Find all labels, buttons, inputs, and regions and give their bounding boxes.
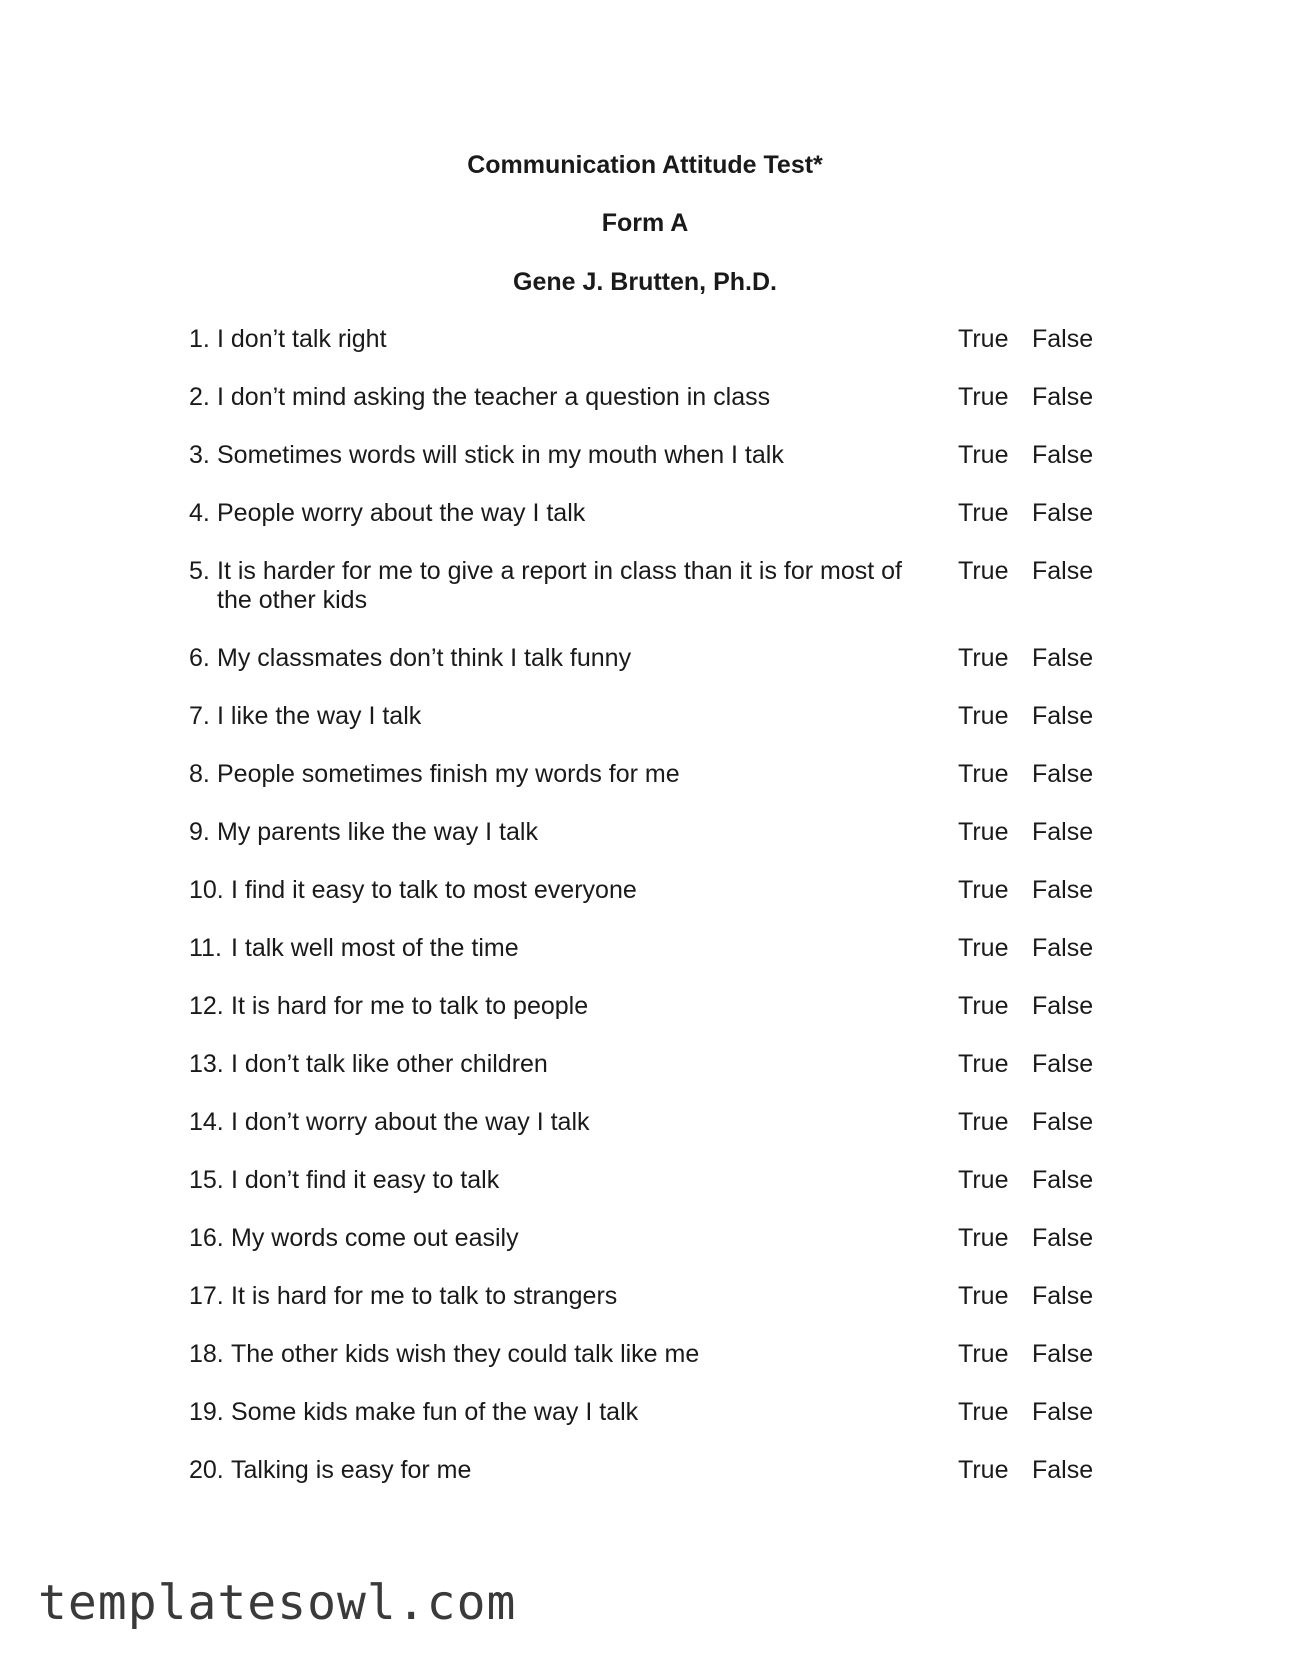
false-option[interactable]: False <box>1032 1282 1094 1310</box>
false-option[interactable]: False <box>1032 499 1094 527</box>
question-text: I don’t worry about the way I talk <box>231 1108 590 1136</box>
question-number: 2. <box>189 383 210 411</box>
question-text: It is harder for me to give a report in class than it is for most of the other kids <box>217 557 902 614</box>
false-option[interactable]: False <box>1032 760 1094 788</box>
question-text: My classmates don’t think I talk funny <box>217 644 632 672</box>
question-number: 17. <box>189 1282 224 1310</box>
question-text: My words come out easily <box>231 1224 519 1252</box>
true-option[interactable]: True <box>958 1166 1009 1194</box>
true-option[interactable]: True <box>958 1282 1009 1310</box>
false-option[interactable]: False <box>1032 818 1094 846</box>
false-option[interactable]: False <box>1032 383 1094 411</box>
question-number: 13. <box>189 1050 224 1078</box>
false-option[interactable]: False <box>1032 1166 1094 1194</box>
question-number: 7. <box>189 702 210 730</box>
false-option[interactable]: False <box>1032 934 1094 962</box>
form-label: Form A <box>601 209 689 237</box>
question-number: 14. <box>189 1108 224 1136</box>
true-option[interactable]: True <box>958 934 1009 962</box>
question-number: 5. <box>189 557 210 585</box>
question-text: Talking is easy for me <box>231 1456 472 1484</box>
true-option[interactable]: True <box>958 1050 1009 1078</box>
question-text: People sometimes finish my words for me <box>217 760 680 788</box>
false-option[interactable]: False <box>1032 1340 1094 1368</box>
question-text: Sometimes words will stick in my mouth when I talk <box>217 441 784 469</box>
false-option[interactable]: False <box>1032 325 1094 353</box>
false-option[interactable]: False <box>1032 702 1094 730</box>
question-number: 15. <box>189 1166 224 1194</box>
true-option[interactable]: True <box>958 992 1009 1020</box>
true-option[interactable]: True <box>958 383 1009 411</box>
true-option[interactable]: True <box>958 1224 1009 1252</box>
question-number: 12. <box>189 992 224 1020</box>
question-number: 9. <box>189 818 210 846</box>
question-number: 6. <box>189 644 210 672</box>
question-number: 11. <box>189 934 222 962</box>
false-option[interactable]: False <box>1032 1224 1094 1252</box>
question-text: Some kids make fun of the way I talk <box>231 1398 639 1426</box>
false-option[interactable]: False <box>1032 557 1094 585</box>
true-option[interactable]: True <box>958 499 1009 527</box>
question-text: I like the way I talk <box>217 702 422 730</box>
false-option[interactable]: False <box>1032 1108 1094 1136</box>
false-option[interactable]: False <box>1032 441 1094 469</box>
true-option[interactable]: True <box>958 1108 1009 1136</box>
true-option[interactable]: True <box>958 876 1009 904</box>
false-option[interactable]: False <box>1032 644 1094 672</box>
question-number: 3. <box>189 441 210 469</box>
true-option[interactable]: True <box>958 325 1009 353</box>
question-text: I don’t mind asking the teacher a question in class <box>217 383 771 411</box>
false-option[interactable]: False <box>1032 992 1094 1020</box>
false-option[interactable]: False <box>1032 1456 1094 1484</box>
question-number: 8. <box>189 760 210 788</box>
question-number: 16. <box>189 1224 224 1252</box>
question-text: It is hard for me to talk to people <box>231 992 589 1020</box>
question-number: 19. <box>189 1398 224 1426</box>
question-number: 4. <box>189 499 210 527</box>
false-option[interactable]: False <box>1032 1050 1094 1078</box>
true-option[interactable]: True <box>958 644 1009 672</box>
false-option[interactable]: False <box>1032 1398 1094 1426</box>
true-option[interactable]: True <box>958 760 1009 788</box>
true-option[interactable]: True <box>958 557 1009 585</box>
author-name: Gene J. Brutten, Ph.D. <box>513 268 777 296</box>
question-text: I talk well most of the time <box>231 934 519 962</box>
true-option[interactable]: True <box>958 1340 1009 1368</box>
watermark: templatesowl.com <box>38 1575 517 1631</box>
false-option[interactable]: False <box>1032 876 1094 904</box>
question-number: 10. <box>189 876 224 904</box>
question-text: It is hard for me to talk to strangers <box>231 1282 618 1310</box>
true-option[interactable]: True <box>958 1456 1009 1484</box>
question-number: 20. <box>189 1456 224 1484</box>
question-text: People worry about the way I talk <box>217 499 586 527</box>
question-text: I don’t find it easy to talk <box>231 1166 500 1194</box>
question-text: I don’t talk like other children <box>231 1050 548 1078</box>
page-title: Communication Attitude Test* <box>467 151 823 179</box>
question-number: 1. <box>189 325 210 353</box>
question-text: My parents like the way I talk <box>217 818 538 846</box>
question-text: I don’t talk right <box>217 325 387 353</box>
true-option[interactable]: True <box>958 702 1009 730</box>
question-number: 18. <box>189 1340 224 1368</box>
true-option[interactable]: True <box>958 818 1009 846</box>
question-text: The other kids wish they could talk like me <box>231 1340 700 1368</box>
question-text: I find it easy to talk to most everyone <box>231 876 637 904</box>
true-option[interactable]: True <box>958 441 1009 469</box>
true-option[interactable]: True <box>958 1398 1009 1426</box>
